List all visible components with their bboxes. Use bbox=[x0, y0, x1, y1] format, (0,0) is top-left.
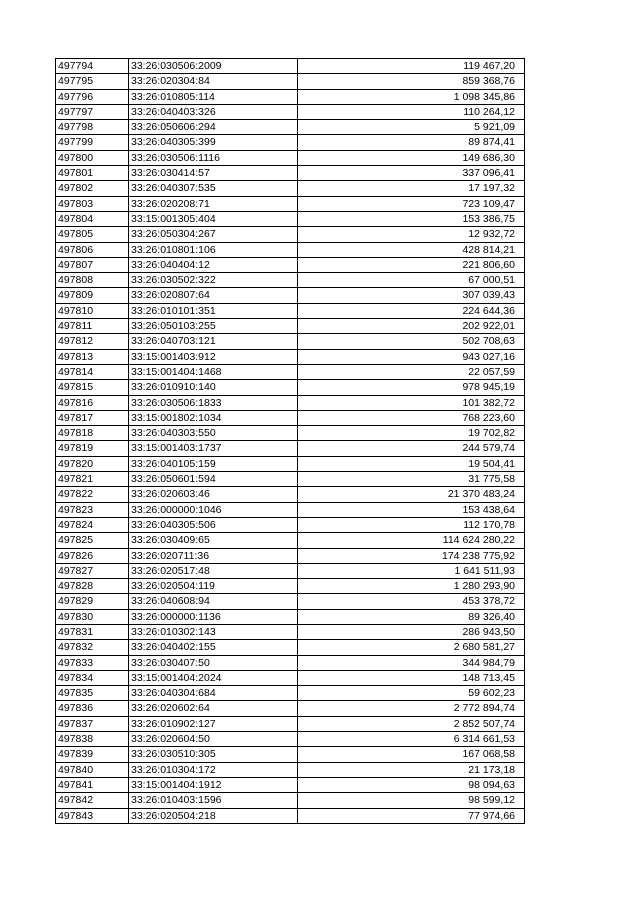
cadastral-number-cell: 33:26:020807:64 bbox=[129, 288, 298, 303]
cadastral-number-cell: 33:26:010304:172 bbox=[129, 762, 298, 777]
table-row bbox=[56, 640, 525, 655]
table-row bbox=[56, 747, 525, 762]
row-number-cell: 497813 bbox=[56, 349, 129, 364]
row-number-cell: 497810 bbox=[56, 303, 129, 318]
value-cell: 153 438,64 bbox=[298, 502, 525, 517]
value-cell: 59 602,23 bbox=[298, 686, 525, 701]
cadastral-number-cell: 33:26:030502:322 bbox=[129, 273, 298, 288]
cadastral-number-cell: 33:26:020602:64 bbox=[129, 701, 298, 716]
row-number-cell: 497820 bbox=[56, 456, 129, 471]
cadastral-number-cell: 33:15:001404:1912 bbox=[129, 777, 298, 792]
table-row bbox=[56, 135, 525, 150]
table-row bbox=[56, 426, 525, 441]
value-cell: 19 504,41 bbox=[298, 456, 525, 471]
table-row bbox=[56, 762, 525, 777]
row-number-cell: 497841 bbox=[56, 777, 129, 792]
value-cell: 202 922,01 bbox=[298, 319, 525, 334]
table-row bbox=[56, 716, 525, 731]
row-number-cell: 497819 bbox=[56, 441, 129, 456]
cadastral-number-cell: 33:26:040307:535 bbox=[129, 181, 298, 196]
value-cell: 89 874,41 bbox=[298, 135, 525, 150]
row-number-cell: 497795 bbox=[56, 74, 129, 89]
value-cell: 19 702,82 bbox=[298, 426, 525, 441]
cadastral-number-cell: 33:26:040608:94 bbox=[129, 594, 298, 609]
value-cell: 286 943,50 bbox=[298, 624, 525, 639]
cadastral-number-cell: 33:26:040703:121 bbox=[129, 334, 298, 349]
row-number-cell: 497831 bbox=[56, 624, 129, 639]
cadastral-number-cell: 33:26:040404:12 bbox=[129, 257, 298, 272]
cadastral-number-cell: 33:26:000000:1046 bbox=[129, 502, 298, 517]
value-cell: 77 974,66 bbox=[298, 808, 525, 823]
table-row bbox=[56, 150, 525, 165]
cadastral-number-cell: 33:26:030506:1116 bbox=[129, 150, 298, 165]
cadastral-number-cell: 33:26:030414:57 bbox=[129, 166, 298, 181]
value-cell: 2 680 581,27 bbox=[298, 640, 525, 655]
row-number-cell: 497799 bbox=[56, 135, 129, 150]
row-number-cell: 497800 bbox=[56, 150, 129, 165]
row-number-cell: 497834 bbox=[56, 670, 129, 685]
row-number-cell: 497828 bbox=[56, 579, 129, 594]
row-number-cell: 497833 bbox=[56, 655, 129, 670]
table-row bbox=[56, 793, 525, 808]
value-cell: 22 057,59 bbox=[298, 364, 525, 379]
value-cell: 101 382,72 bbox=[298, 395, 525, 410]
cadastral-number-cell: 33:26:020517:48 bbox=[129, 563, 298, 578]
value-cell: 2 772 894,74 bbox=[298, 701, 525, 716]
cadastral-number-cell: 33:15:001403:912 bbox=[129, 349, 298, 364]
row-number-cell: 497806 bbox=[56, 242, 129, 257]
table-row bbox=[56, 533, 525, 548]
table-row bbox=[56, 257, 525, 272]
value-cell: 149 686,30 bbox=[298, 150, 525, 165]
value-cell: 21 173,18 bbox=[298, 762, 525, 777]
row-number-cell: 497824 bbox=[56, 517, 129, 532]
table-row bbox=[56, 670, 525, 685]
value-cell: 67 000,51 bbox=[298, 273, 525, 288]
table-row bbox=[56, 808, 525, 823]
row-number-cell: 497811 bbox=[56, 319, 129, 334]
row-number-cell: 497830 bbox=[56, 609, 129, 624]
row-number-cell: 497802 bbox=[56, 181, 129, 196]
cadastral-number-cell: 33:26:030409:65 bbox=[129, 533, 298, 548]
value-cell: 1 280 293,90 bbox=[298, 579, 525, 594]
value-cell: 943 027,16 bbox=[298, 349, 525, 364]
table-row bbox=[56, 579, 525, 594]
cadastral-number-cell: 33:26:020208:71 bbox=[129, 196, 298, 211]
table-row bbox=[56, 410, 525, 425]
table-row bbox=[56, 74, 525, 89]
cadastral-number-cell: 33:26:050601:594 bbox=[129, 472, 298, 487]
row-number-cell: 497838 bbox=[56, 732, 129, 747]
row-number-cell: 497814 bbox=[56, 364, 129, 379]
table-row bbox=[56, 319, 525, 334]
cadastral-number-cell: 33:26:010910:140 bbox=[129, 380, 298, 395]
value-cell: 224 644,36 bbox=[298, 303, 525, 318]
cadastral-number-cell: 33:26:020504:119 bbox=[129, 579, 298, 594]
table-row bbox=[56, 181, 525, 196]
value-cell: 17 197,32 bbox=[298, 181, 525, 196]
row-number-cell: 497816 bbox=[56, 395, 129, 410]
value-cell: 978 945,19 bbox=[298, 380, 525, 395]
row-number-cell: 497815 bbox=[56, 380, 129, 395]
cadastral-number-cell: 33:26:040303:550 bbox=[129, 426, 298, 441]
row-number-cell: 497812 bbox=[56, 334, 129, 349]
value-cell: 344 984,79 bbox=[298, 655, 525, 670]
value-cell: 98 094,63 bbox=[298, 777, 525, 792]
row-number-cell: 497822 bbox=[56, 487, 129, 502]
cadastral-number-cell: 33:26:020504:218 bbox=[129, 808, 298, 823]
table-row bbox=[56, 303, 525, 318]
table-row bbox=[56, 104, 525, 119]
cadastral-number-cell: 33:26:050606:294 bbox=[129, 120, 298, 135]
table-row bbox=[56, 211, 525, 226]
cadastral-number-cell: 33:26:010805:114 bbox=[129, 89, 298, 104]
row-number-cell: 497835 bbox=[56, 686, 129, 701]
table-row bbox=[56, 395, 525, 410]
cadastral-number-cell: 33:15:001305:404 bbox=[129, 211, 298, 226]
row-number-cell: 497840 bbox=[56, 762, 129, 777]
cadastral-number-cell: 33:26:040403:326 bbox=[129, 104, 298, 119]
table-row bbox=[56, 364, 525, 379]
table-row bbox=[56, 563, 525, 578]
row-number-cell: 497818 bbox=[56, 426, 129, 441]
table-row bbox=[56, 227, 525, 242]
table-row bbox=[56, 120, 525, 135]
cadastral-number-cell: 33:26:040105:159 bbox=[129, 456, 298, 471]
cadastral-number-cell: 33:26:040305:506 bbox=[129, 517, 298, 532]
cadastral-number-cell: 33:26:020711:36 bbox=[129, 548, 298, 563]
cadastral-number-cell: 33:26:050304:267 bbox=[129, 227, 298, 242]
cadastral-number-cell: 33:26:030407:50 bbox=[129, 655, 298, 670]
row-number-cell: 497794 bbox=[56, 59, 129, 74]
cadastral-number-cell: 33:26:030510:305 bbox=[129, 747, 298, 762]
table-row bbox=[56, 594, 525, 609]
cadastral-number-cell: 33:26:040402:155 bbox=[129, 640, 298, 655]
table-row bbox=[56, 624, 525, 639]
value-cell: 768 223,60 bbox=[298, 410, 525, 425]
row-number-cell: 497808 bbox=[56, 273, 129, 288]
table-row bbox=[56, 273, 525, 288]
value-cell: 1 641 511,93 bbox=[298, 563, 525, 578]
cadastral-value-table bbox=[55, 58, 525, 824]
row-number-cell: 497804 bbox=[56, 211, 129, 226]
value-cell: 31 775,58 bbox=[298, 472, 525, 487]
cadastral-number-cell: 33:26:040305:399 bbox=[129, 135, 298, 150]
row-number-cell: 497803 bbox=[56, 196, 129, 211]
cadastral-number-cell: 33:26:010902:127 bbox=[129, 716, 298, 731]
cadastral-number-cell: 33:15:001403:1737 bbox=[129, 441, 298, 456]
row-number-cell: 497842 bbox=[56, 793, 129, 808]
table-row bbox=[56, 502, 525, 517]
table-row bbox=[56, 487, 525, 502]
row-number-cell: 497805 bbox=[56, 227, 129, 242]
cadastral-number-cell: 33:26:020304:84 bbox=[129, 74, 298, 89]
value-cell: 502 708,63 bbox=[298, 334, 525, 349]
table-row bbox=[56, 456, 525, 471]
table-row bbox=[56, 548, 525, 563]
value-cell: 153 386,75 bbox=[298, 211, 525, 226]
cadastral-number-cell: 33:26:000000:1136 bbox=[129, 609, 298, 624]
table-row bbox=[56, 472, 525, 487]
value-cell: 12 932,72 bbox=[298, 227, 525, 242]
value-cell: 428 814,21 bbox=[298, 242, 525, 257]
table-row bbox=[56, 334, 525, 349]
table-row bbox=[56, 288, 525, 303]
cadastral-number-cell: 33:15:001802:1034 bbox=[129, 410, 298, 425]
table-row bbox=[56, 89, 525, 104]
row-number-cell: 497843 bbox=[56, 808, 129, 823]
row-number-cell: 497837 bbox=[56, 716, 129, 731]
table-row bbox=[56, 777, 525, 792]
value-cell: 119 467,20 bbox=[298, 59, 525, 74]
cadastral-number-cell: 33:26:030506:1833 bbox=[129, 395, 298, 410]
row-number-cell: 497826 bbox=[56, 548, 129, 563]
value-cell: 110 264,12 bbox=[298, 104, 525, 119]
row-number-cell: 497823 bbox=[56, 502, 129, 517]
row-number-cell: 497798 bbox=[56, 120, 129, 135]
table-row bbox=[56, 166, 525, 181]
table-row bbox=[56, 59, 525, 74]
table-row bbox=[56, 196, 525, 211]
table-row bbox=[56, 732, 525, 747]
value-cell: 859 368,76 bbox=[298, 74, 525, 89]
row-number-cell: 497817 bbox=[56, 410, 129, 425]
value-cell: 6 314 661,53 bbox=[298, 732, 525, 747]
value-cell: 112 170,78 bbox=[298, 517, 525, 532]
value-cell: 453 378,72 bbox=[298, 594, 525, 609]
value-cell: 98 599,12 bbox=[298, 793, 525, 808]
cadastral-number-cell: 33:15:001404:1468 bbox=[129, 364, 298, 379]
cadastral-number-cell: 33:26:040304:684 bbox=[129, 686, 298, 701]
row-number-cell: 497821 bbox=[56, 472, 129, 487]
value-cell: 723 109,47 bbox=[298, 196, 525, 211]
cadastral-number-cell: 33:26:010101:351 bbox=[129, 303, 298, 318]
table-row bbox=[56, 441, 525, 456]
cadastral-number-cell: 33:26:010302:143 bbox=[129, 624, 298, 639]
value-cell: 307 039,43 bbox=[298, 288, 525, 303]
table-row bbox=[56, 686, 525, 701]
table-row bbox=[56, 517, 525, 532]
row-number-cell: 497825 bbox=[56, 533, 129, 548]
value-cell: 1 098 345,86 bbox=[298, 89, 525, 104]
cadastral-number-cell: 33:15:001404:2024 bbox=[129, 670, 298, 685]
row-number-cell: 497829 bbox=[56, 594, 129, 609]
row-number-cell: 497797 bbox=[56, 104, 129, 119]
row-number-cell: 497796 bbox=[56, 89, 129, 104]
value-cell: 21 370 483,24 bbox=[298, 487, 525, 502]
table-row bbox=[56, 609, 525, 624]
row-number-cell: 497836 bbox=[56, 701, 129, 716]
table-row bbox=[56, 701, 525, 716]
row-number-cell: 497801 bbox=[56, 166, 129, 181]
cadastral-number-cell: 33:26:020604:50 bbox=[129, 732, 298, 747]
row-number-cell: 497832 bbox=[56, 640, 129, 655]
table-row bbox=[56, 380, 525, 395]
table-row bbox=[56, 242, 525, 257]
table-row bbox=[56, 655, 525, 670]
row-number-cell: 497809 bbox=[56, 288, 129, 303]
value-cell: 2 852 507,74 bbox=[298, 716, 525, 731]
value-cell: 5 921,09 bbox=[298, 120, 525, 135]
cadastral-number-cell: 33:26:050103:255 bbox=[129, 319, 298, 334]
cadastral-number-cell: 33:26:010403:1596 bbox=[129, 793, 298, 808]
value-cell: 337 096,41 bbox=[298, 166, 525, 181]
table-body bbox=[56, 59, 525, 824]
row-number-cell: 497827 bbox=[56, 563, 129, 578]
row-number-cell: 497807 bbox=[56, 257, 129, 272]
value-cell: 167 068,58 bbox=[298, 747, 525, 762]
value-cell: 89 326,40 bbox=[298, 609, 525, 624]
value-cell: 244 579,74 bbox=[298, 441, 525, 456]
value-cell: 174 238 775,92 bbox=[298, 548, 525, 563]
table-row bbox=[56, 349, 525, 364]
row-number-cell: 497839 bbox=[56, 747, 129, 762]
value-cell: 114 624 280,22 bbox=[298, 533, 525, 548]
value-cell: 148 713,45 bbox=[298, 670, 525, 685]
value-cell: 221 806,60 bbox=[298, 257, 525, 272]
cadastral-number-cell: 33:26:010801:106 bbox=[129, 242, 298, 257]
cadastral-number-cell: 33:26:030506:2009 bbox=[129, 59, 298, 74]
cadastral-number-cell: 33:26:020603:46 bbox=[129, 487, 298, 502]
